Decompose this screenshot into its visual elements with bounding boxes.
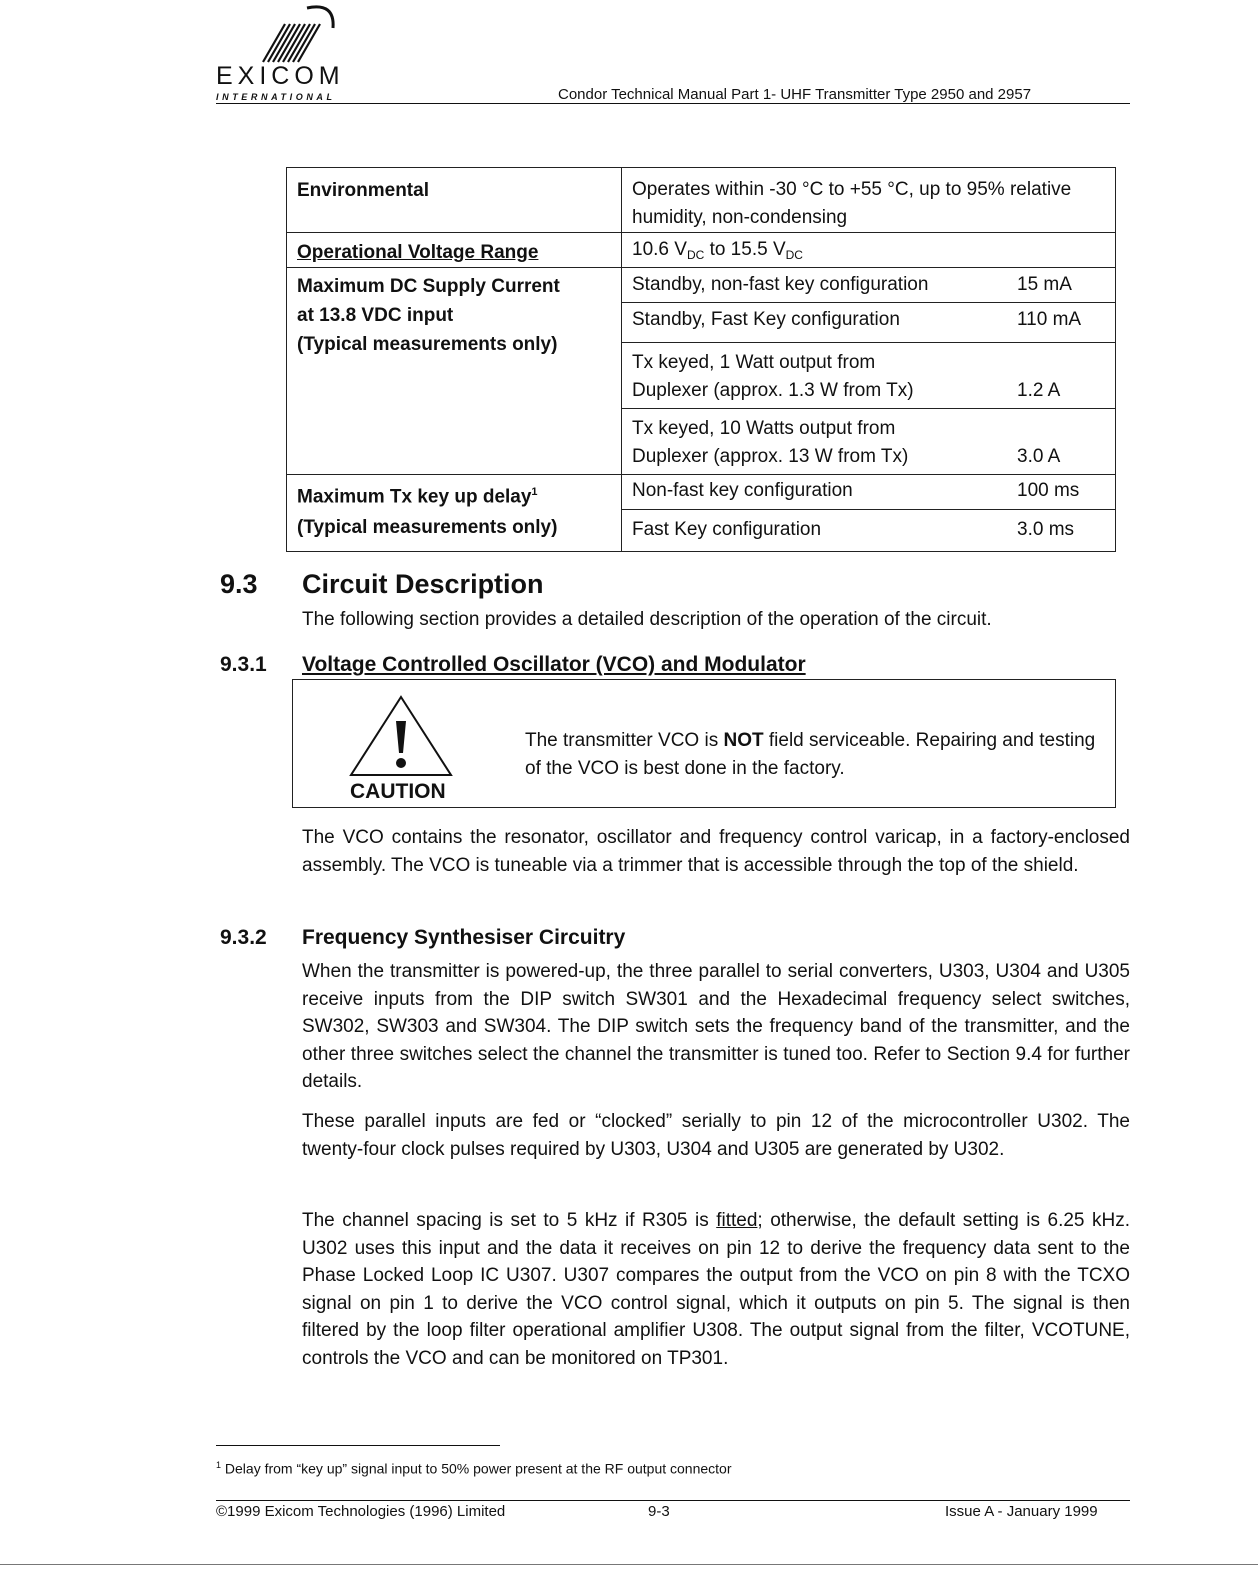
footnote-mark: 1 (216, 1460, 222, 1470)
table-row (622, 343, 1115, 409)
synth-paragraph-1: When the transmitter is powered-up, the three parallel to serial converters, U303, U304 and U305 receive inputs from the DIP switch SW301 and the Hexadecimal frequency select switches, SW302, SW303 and SW304. The DIP switch sets the frequency band of the transmitter, and the other three switches select the channel the transmitter is tuned too. Refer to Section 9.4 for further details. (302, 961, 1130, 1092)
delay-value: 3.0 ms (1017, 519, 1075, 540)
delay-subtable (622, 475, 1115, 548)
current-desc-line: Duplexer (approx. 1.3 W from Tx) (632, 380, 914, 401)
delay-label-line: (Typical measurements only) (297, 517, 558, 539)
vco-paragraph: The VCO contains the resonator, oscillator and frequency control varicap, in a factory-enclosed assembly. The VCO is tuneable via a trimmer that is accessible through the top of the shield. (302, 827, 1130, 876)
delay-label-text: Maximum Tx key up delay (297, 486, 532, 508)
delay-desc: Non-fast key configuration (622, 475, 1017, 510)
current-label-line: at 13.8 VDC input (297, 305, 454, 326)
footnote (216, 1460, 732, 1477)
caution-text-post: field serviceable. Repairing and testing of the VCO is best done in the factory. (525, 730, 1096, 779)
current-label (287, 268, 622, 475)
environmental-value: Operates within -30 °C to +55 °C, up to 95% relative humidity, non-condensing (622, 168, 1116, 233)
subsection-title: Voltage Controlled Oscillator (VCO) and Modulator (302, 653, 806, 676)
current-desc-line: Duplexer (approx. 13 W from Tx) (632, 446, 909, 467)
subsection-number: 9.3.2 (220, 926, 267, 949)
current-label-line: Maximum DC Supply Current (297, 276, 560, 297)
environmental-label: Environmental (287, 168, 622, 233)
synth-paragraph-2: These parallel inputs are fed or “clocked” serially to pin 12 of the microcontroller U302. The twenty-four clock pulses required by U303, U304 and U305 are generated by U302. (302, 1111, 1130, 1160)
voltage-value (622, 233, 1116, 268)
exicom-logo-icon (255, 2, 345, 64)
voltage-min: 10.6 V (632, 239, 687, 260)
current-value: 15 mA (1017, 268, 1115, 303)
delay-values (622, 475, 1116, 552)
synth-paragraph-3-post: ; otherwise, the default setting is 6.25 kHz. U302 uses this input and the data it receives on pin 12 to derive the frequency data sent to the Phase Locked Loop IC U307. U307 compares the output from the VCO on pin 8 with the TCXO signal on pin 1 to derive the VCO control signal, which it outputs on pin 5. The signal is then filtered by the loop filter operational amplifier U308. The output signal from the filter, VCOTUNE, controls the VCO and can be monitored on TP301. (302, 1210, 1130, 1369)
table-row (287, 168, 1116, 233)
table-row (622, 510, 1115, 549)
section-number: 9.3 (220, 569, 258, 599)
subsection-number: 9.3.1 (220, 653, 267, 676)
spec-table (286, 167, 1116, 552)
synth-paragraph-3-underline: fitted (716, 1210, 758, 1231)
synth-paragraph-3-pre: The channel spacing is set to 5 kHz if R305 is (302, 1210, 717, 1231)
section-title: Circuit Description (302, 569, 544, 599)
current-desc-line: Tx keyed, 10 Watts output from (632, 418, 896, 439)
voltage-max: to 15.5 V (709, 239, 786, 260)
table-row (622, 409, 1115, 475)
table-row (287, 475, 1116, 552)
delay-value: 100 ms (1017, 475, 1115, 510)
current-values (622, 268, 1116, 475)
voltage-label (287, 233, 622, 268)
voltage-label-text: Operational Voltage Range (297, 242, 539, 263)
caution-text (525, 727, 1115, 783)
current-desc (622, 409, 1017, 475)
subsection-title: Frequency Synthesiser Circuitry (302, 926, 626, 949)
current-value: 110 mA (1017, 303, 1115, 343)
page-number: 9-3 (648, 1503, 670, 1520)
current-desc (622, 343, 1017, 409)
header-title: Condor Technical Manual Part 1- UHF Transmitter Type 2950 and 2957 (558, 86, 1032, 103)
vdc-subscript: DC (785, 248, 803, 262)
table-row (622, 303, 1115, 343)
current-label-line: (Typical measurements only) (297, 334, 558, 355)
logo-subtitle: INTERNATIONAL (216, 92, 336, 102)
section-body: The following section provides a detailed description of the operation of the circuit. (302, 609, 992, 630)
delay-label (287, 475, 622, 552)
footnote-rule (216, 1445, 500, 1446)
vdc-subscript: DC (686, 248, 705, 262)
caution-text-bold: NOT (723, 730, 764, 751)
caution-label: CAUTION (350, 780, 446, 803)
synth-paragraph-3 (302, 1207, 1130, 1372)
footer-issue: Issue A - January 1999 (945, 1503, 1098, 1520)
header-rule (216, 103, 1130, 104)
table-row (287, 268, 1116, 475)
logo-text: EXICOM (216, 62, 345, 90)
current-desc: Standby, non-fast key configuration (622, 268, 1017, 303)
caution-text-pre: The transmitter VCO is (525, 730, 724, 751)
table-row (622, 268, 1115, 303)
current-subtable (622, 268, 1115, 474)
current-value: 3.0 A (1017, 446, 1061, 467)
current-desc-line: Tx keyed, 1 Watt output from (632, 352, 876, 373)
current-value: 1.2 A (1017, 343, 1115, 409)
warning-icon (347, 693, 455, 779)
footnote-mark: 1 (531, 486, 538, 498)
delay-desc: Fast Key configuration (632, 519, 822, 540)
footer-copyright: ©1999 Exicom Technologies (1996) Limited (216, 1503, 506, 1520)
table-row (287, 233, 1116, 268)
footnote-text: Delay from “key up” signal input to 50% power present at the RF output connector (224, 1460, 732, 1477)
delay-label-line (297, 477, 611, 512)
page-edge-rule (0, 1564, 1258, 1565)
table-row (622, 475, 1115, 510)
current-desc: Standby, Fast Key configuration (622, 303, 1017, 343)
footer-rule (216, 1500, 1130, 1501)
